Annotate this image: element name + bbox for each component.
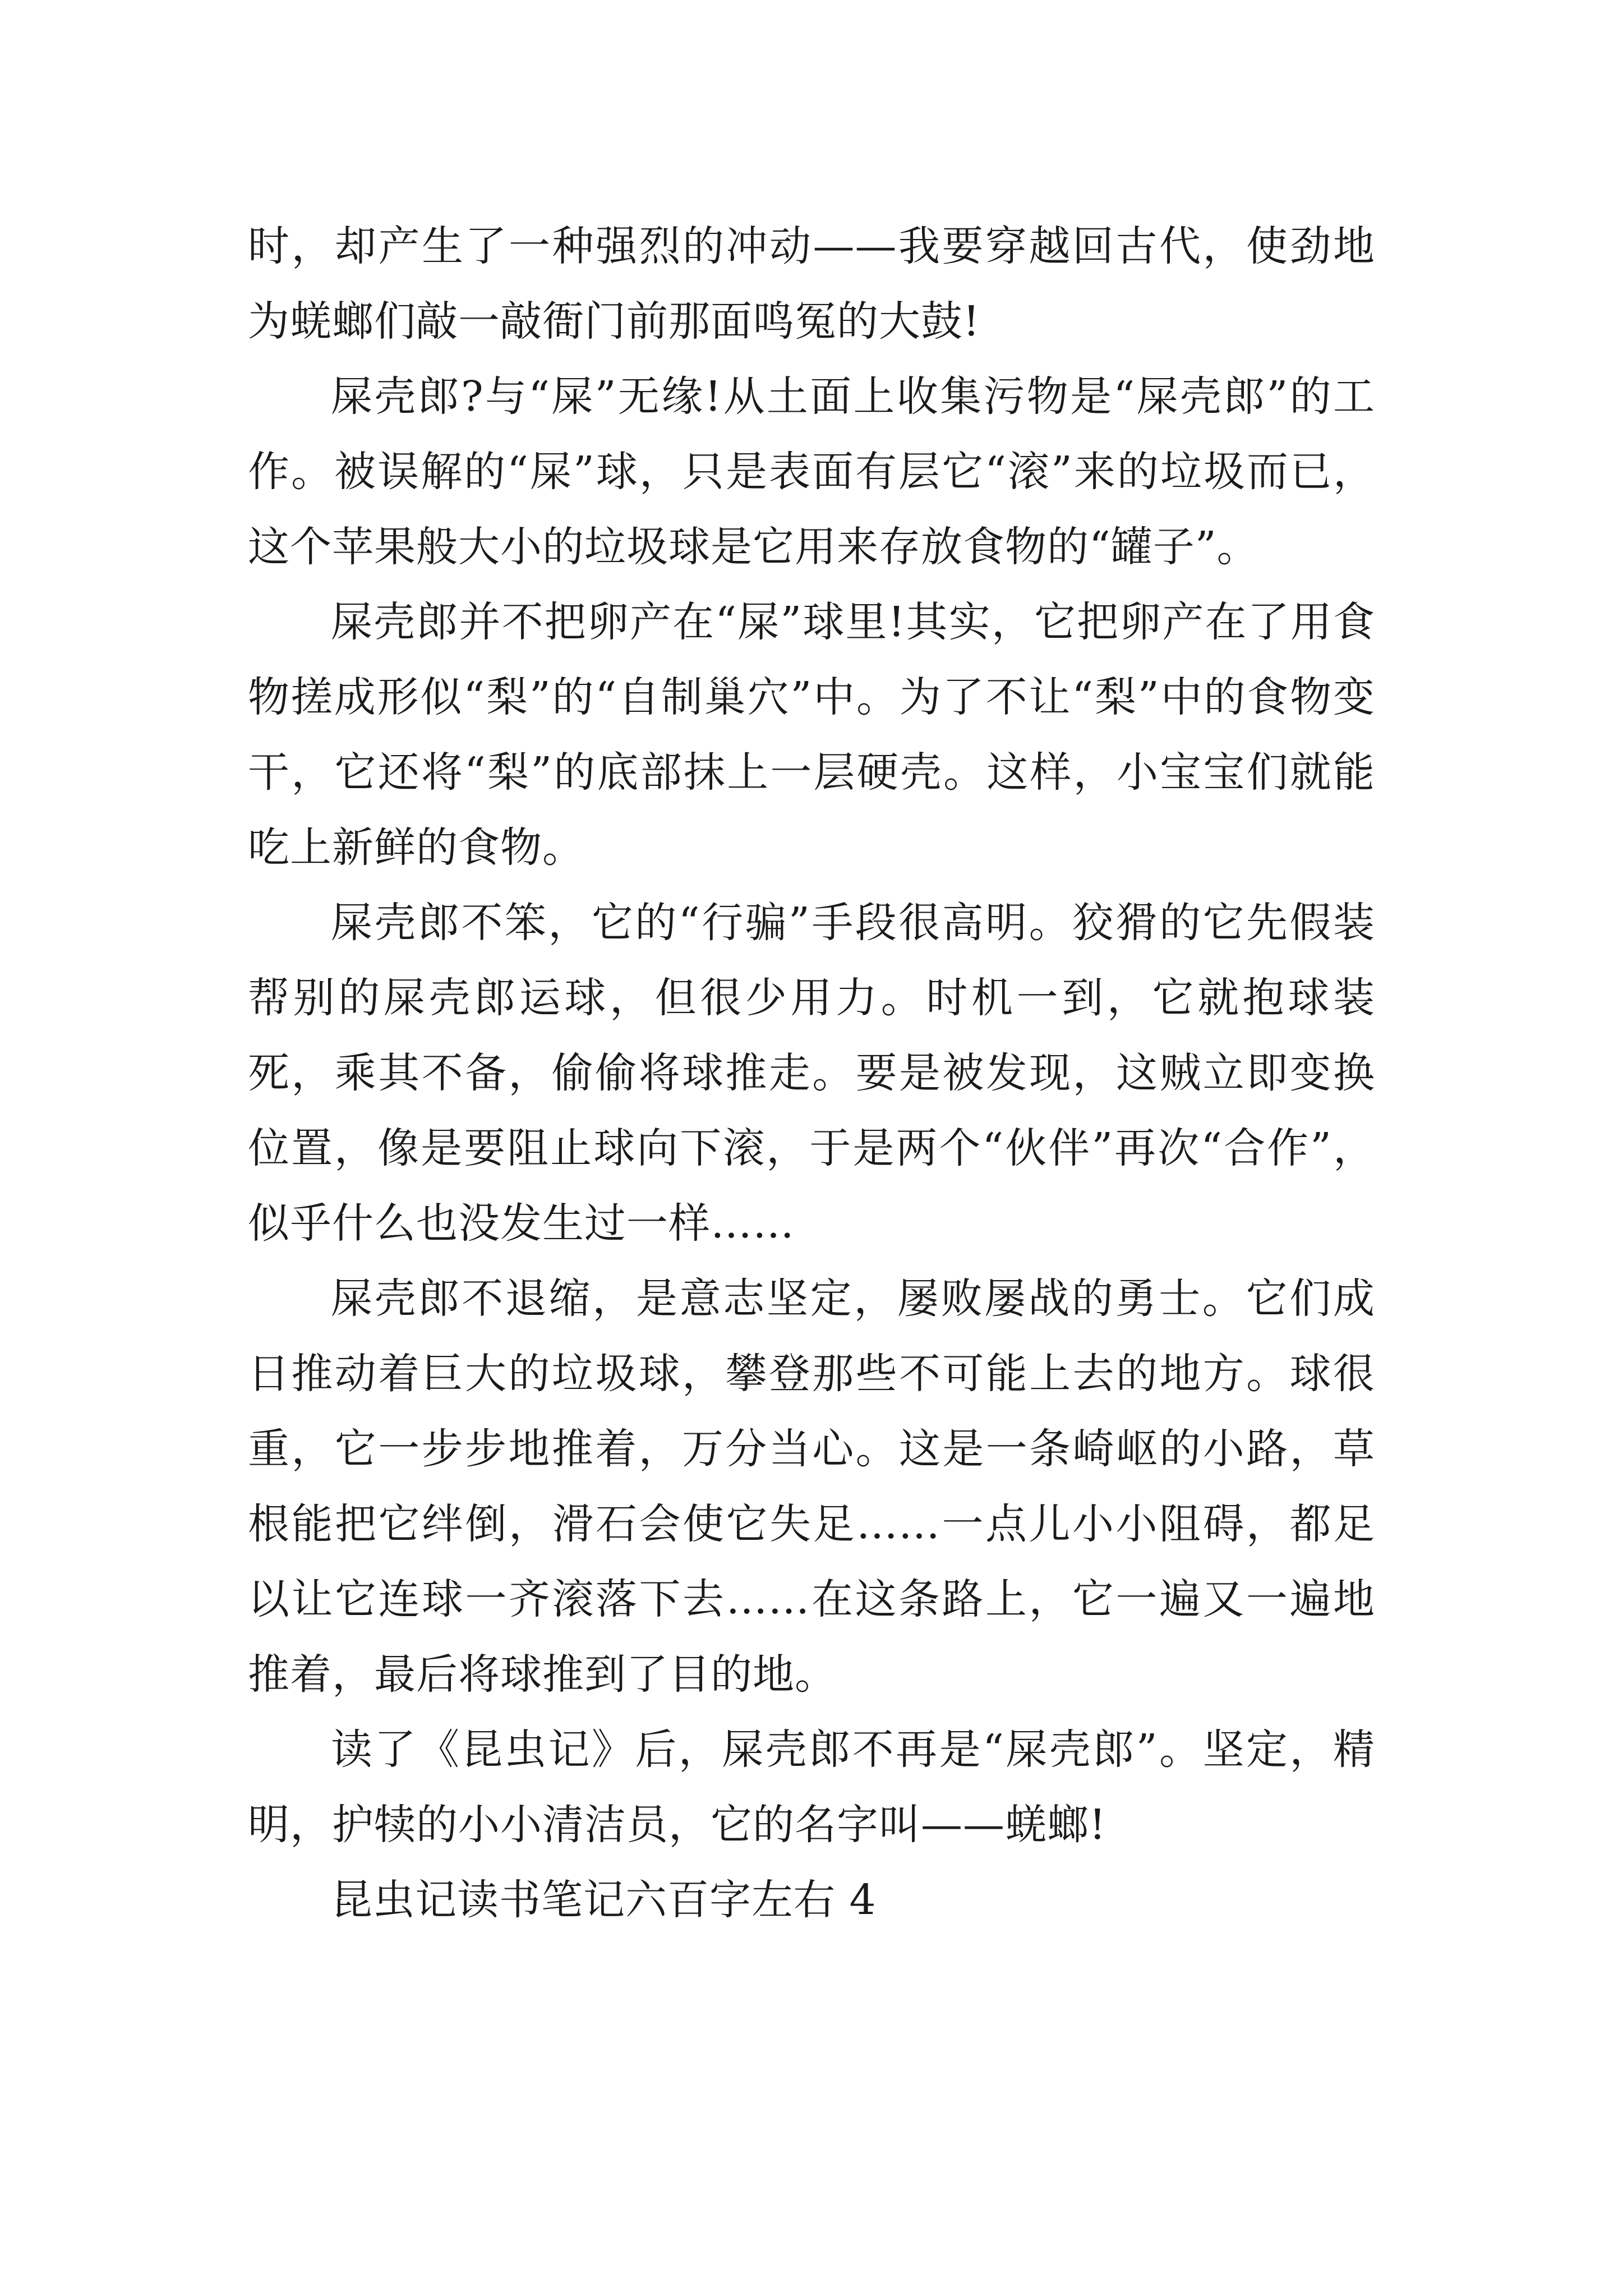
document-body bbox=[248, 209, 1375, 1938]
paragraph-dung-ball: 屎壳郎?与“屎”无缘!从土面上收集污物是“屎壳郎”的工作。被误解的“屎”球，只是表面有层它“滚”来的垃圾而已，这个苹果般大小的垃圾球是它用来存放食物的“罐子”。 bbox=[248, 372, 1375, 571]
paragraph-continuation: 时，却产生了一种强烈的冲动——我要穿越回古代，使劲地为蜣螂们敲一敲衙门前那面鸣冤的大鼓! bbox=[248, 222, 1375, 346]
paragraph-egg-nest: 屎壳郎并不把卵产在“屎”球里!其实，它把卵产在了用食物搓成形似“梨”的“自制巢穴”中。为了不让“梨”中的食物变干，它还将“梨”的底部抹上一层硬壳。这样，小宝宝们就能吃上新鲜的食物。 bbox=[248, 598, 1375, 872]
paragraph-cunning: 屎壳郎不笨，它的“行骗”手段很高明。狡猾的它先假装帮别的屎壳郎运球，但很少用力。时机一到，它就抱球装死，乘其不备，偷偷将球推走。要是被发现，这贼立即变换位置，像是要阻止球向下滚，于是两个“伙伴”再次“合作”，似乎什么也没发生过一样…… bbox=[248, 899, 1375, 1248]
section-heading: 昆虫记读书笔记六百字左右 4 bbox=[331, 1876, 877, 1924]
paragraph-conclusion: 读了《昆虫记》后，屎壳郎不再是“屎壳郎”。坚定，精明，护犊的小小清洁员，它的名字叫——蜣螂! bbox=[248, 1726, 1375, 1849]
paragraph-perseverance: 屎壳郎不退缩，是意志坚定，屡败屡战的勇士。它们成日推动着巨大的垃圾球，攀登那些不可能上去的地方。球很重，它一步步地推着，万分当心。这是一条崎岖的小路，草根能把它绊倒，滑石会使它失足……一点儿小小阻碍，都足以让它连球一齐滚落下去……在这条路上，它一遍又一遍地推着，最后将球推到了目的地。 bbox=[248, 1274, 1375, 1699]
